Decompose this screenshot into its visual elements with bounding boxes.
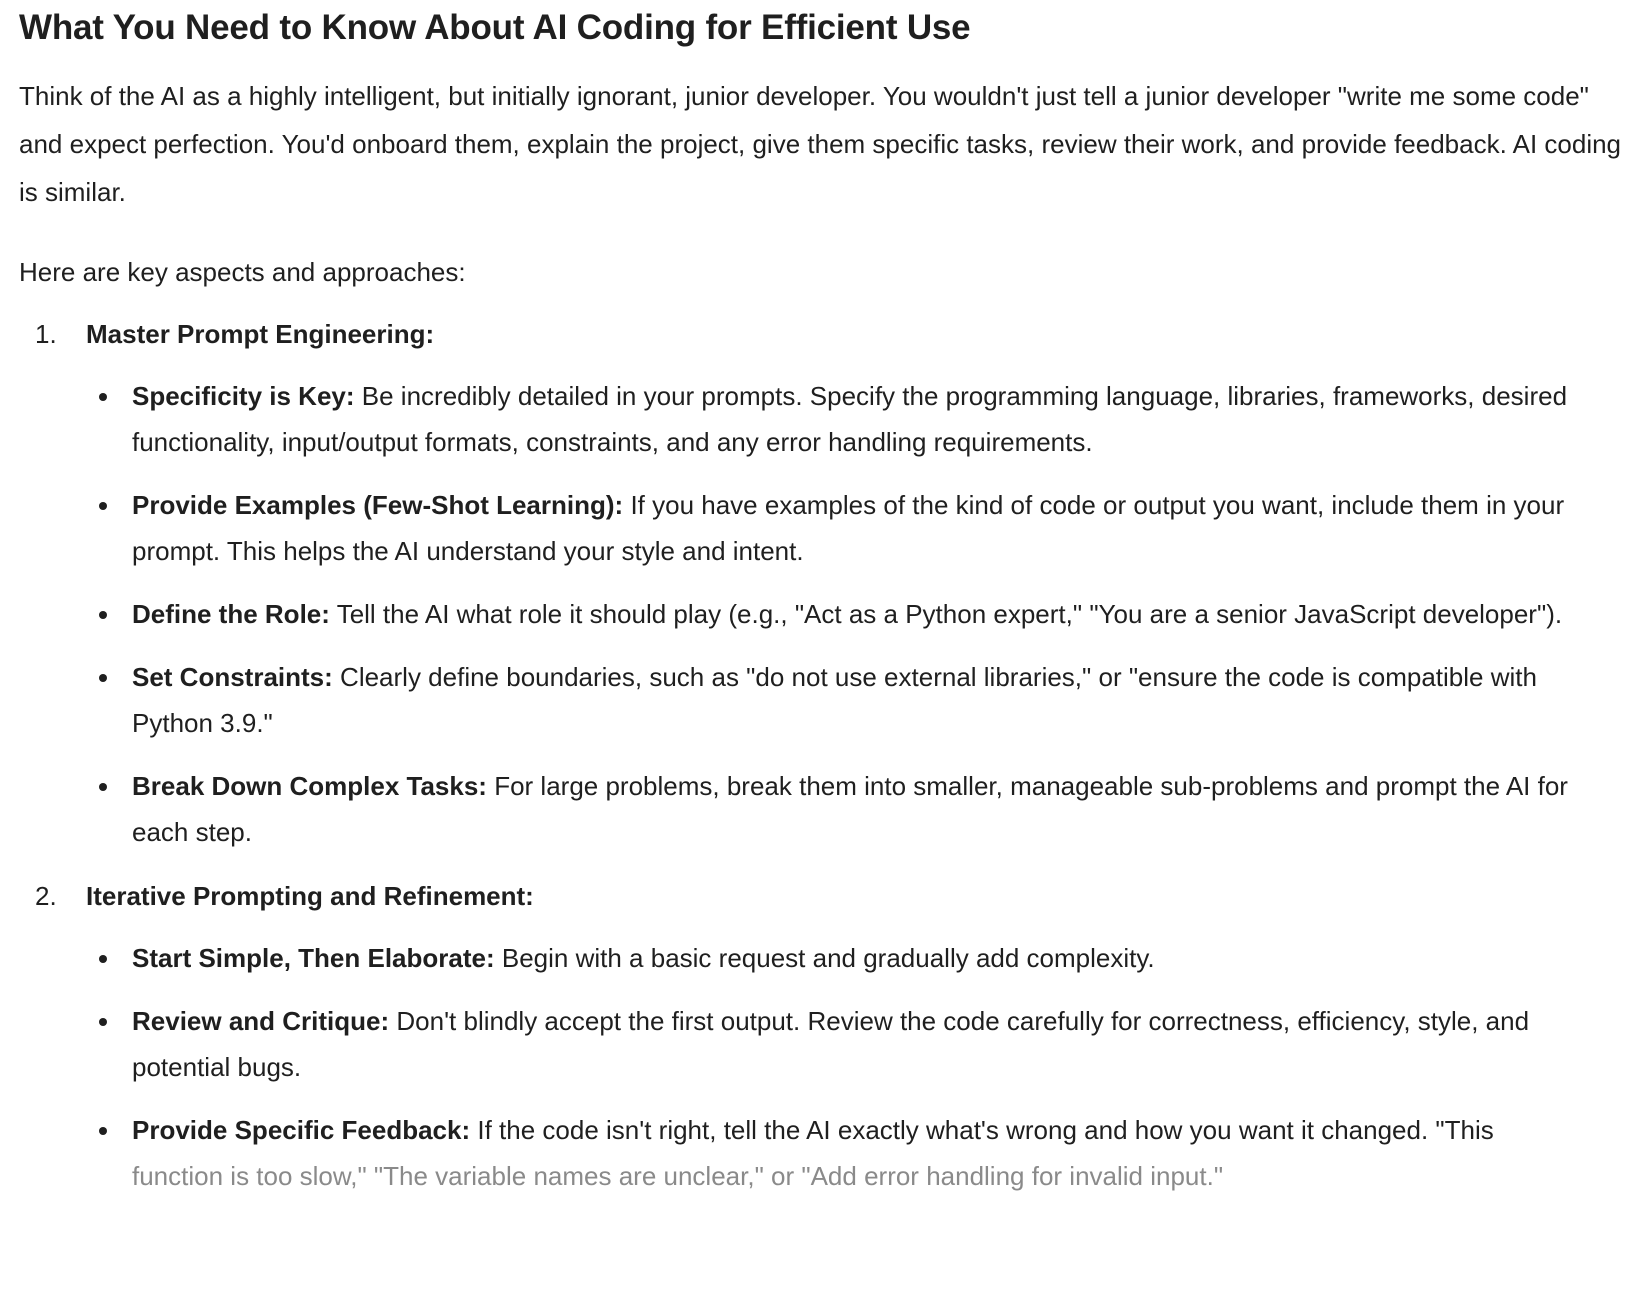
bullet-text: Clearly define boundaries, such as "do not use external libraries," or "ensure the code is compatible with Python 3.9." [132,662,1537,738]
section-heading-text: Iterative Prompting and Refinement: [86,881,534,911]
page-title: What You Need to Know About AI Coding for Efficient Use [19,8,971,47]
bullet-text: Don't blindly accept the first output. Review the code carefully for correctness, efficiency, style, and potential bugs. [132,1006,1530,1082]
section-heading [19,872,1629,920]
bullet-label: Provide Examples (Few-Shot Learning): [132,490,624,520]
bullet-item [132,654,1582,746]
section-item [19,310,1629,855]
bullet-label: Provide Specific Feedback: [132,1115,471,1145]
bullet-label: Set Constraints: [132,662,333,692]
bullet-dot-icon [99,783,107,791]
bullet-dot-icon [99,393,107,401]
document [19,0,1629,1216]
section-number: 2. [35,881,57,911]
section-item [19,872,1629,1199]
bullet-item [132,373,1582,465]
intro-paragraph: Think of the AI as a highly intelligent, but initially ignorant, junior developer. You wouldn't just tell a junior developer "write me some code" and expect perfection. You'd onboard them, explain the project, give them specific tasks, review their work, and provide feedback. AI coding is similar. [19,81,1622,207]
lead-paragraph: Here are key aspects and approaches: [19,257,466,287]
bullet-dot-icon [99,1127,107,1135]
bullet-item [132,482,1582,574]
bullet-text: If the code isn't right, tell the AI exactly what's wrong and how you want it changed. "This [477,1115,1494,1145]
bullet-item [132,591,1582,637]
section-number: 1. [35,319,57,349]
bullet-dot-icon [99,955,107,963]
bullet-list [19,935,1629,1199]
bullet-dot-icon [99,502,107,510]
bullet-text: Be incredibly detailed in your prompts. Specify the programming language, libraries, frameworks, desired functionality, input/output formats, constraints, and any error handling requirements. [132,381,1568,457]
bullet-text: Tell the AI what role it should play (e.g., "Act as a Python expert," "You are a senior JavaScript developer"). [336,599,1563,629]
bullet-text-faded: function is too slow," "The variable names are unclear," or "Add error handling for invalid input." [132,1161,1224,1191]
bullet-label: Specificity is Key: [132,381,355,411]
bullet-text: For large problems, break them into smaller, manageable sub-problems and prompt the AI for each step. [132,771,1568,847]
bullet-label: Break Down Complex Tasks: [132,771,487,801]
sections-list [19,310,1629,1199]
bullet-label: Start Simple, Then Elaborate: [132,943,495,973]
bullet-label: Define the Role: [132,599,330,629]
bullet-dot-icon [99,611,107,619]
bullet-text: If you have examples of the kind of code or output you want, include them in your prompt. This helps the AI understand your style and intent. [132,490,1565,566]
section-heading [19,310,1629,358]
bullet-label: Review and Critique: [132,1006,390,1036]
bullet-dot-icon [99,674,107,682]
bullet-text: Begin with a basic request and gradually add complexity. [501,943,1155,973]
bullet-dot-icon [99,1018,107,1026]
bullet-item [132,935,1582,981]
bullet-item [132,998,1582,1090]
section-heading-text: Master Prompt Engineering: [86,319,435,349]
bullet-item [132,763,1582,855]
bullet-list [19,373,1629,855]
bullet-item [132,1107,1582,1199]
